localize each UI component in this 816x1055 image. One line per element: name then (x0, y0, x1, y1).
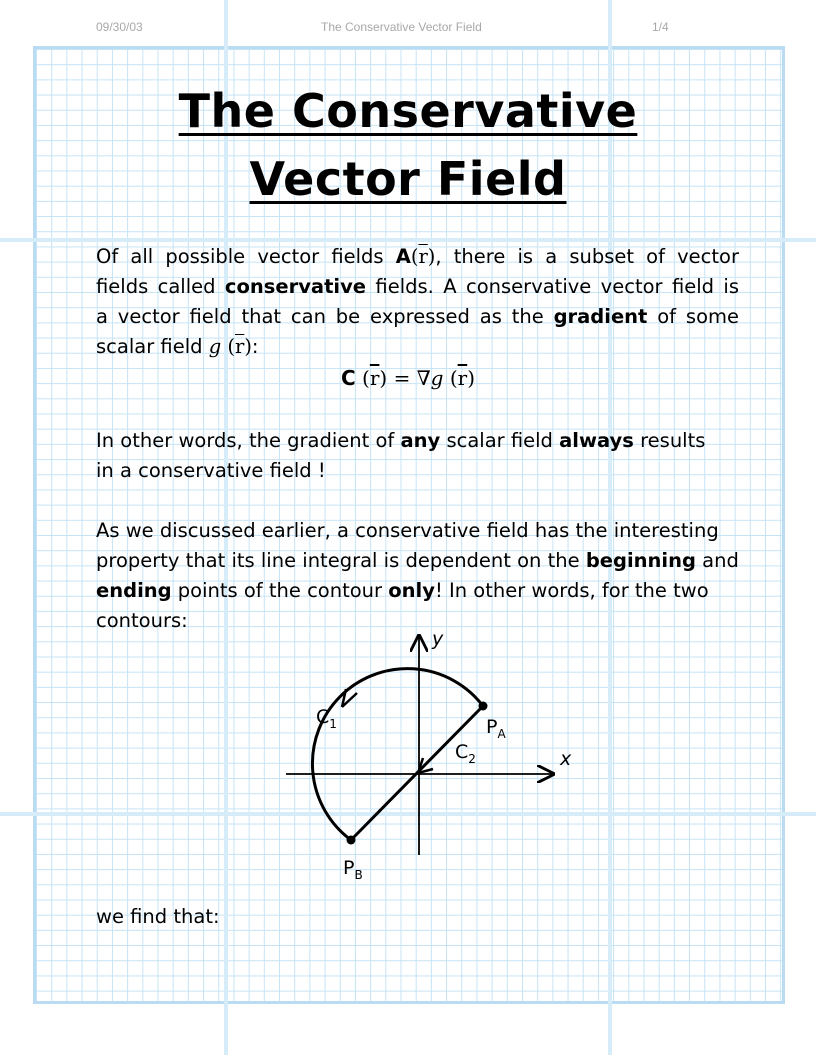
bold-ending: ending (96, 579, 172, 602)
bold-only: only (388, 579, 435, 602)
page-title-line-2: Vector Field (249, 152, 567, 206)
paragraph-we-find: we find that: (96, 905, 220, 928)
equation-conservative-field: C $(\overline{r}) = \nabla g$ $(\overline{r})$ (340, 366, 476, 390)
contour-c1-arrow (342, 689, 357, 707)
header-title: The Conservative Vector Field (321, 20, 482, 34)
label-y-axis: y (432, 628, 444, 650)
bold-gradient: gradient (553, 305, 648, 328)
label-c2: $C_2$ (455, 741, 476, 766)
bold-always: always (559, 429, 634, 452)
bold-conservative: conservative (224, 275, 367, 298)
label-c1: $C_1$ (316, 706, 337, 731)
contour-c2 (351, 706, 483, 840)
paragraph-line-integral: As we discussed earlier, a conservative field has the interesting property that its line integral is dependent on the beginning and ending points of the contour only! In other words, for the two contours: (96, 519, 739, 632)
text-line: a vector field that can be expressed as the gradient of some (96, 305, 739, 328)
symbol-A: A (395, 245, 411, 268)
bold-any: any (400, 429, 441, 452)
text-line: scalar field g $(\overline{r})$: (96, 335, 259, 358)
header-page-number: 1/4 (652, 20, 669, 34)
point-pb (347, 836, 356, 845)
symbol-g: g (208, 335, 222, 358)
symbol-r: $\overline{r}$ (418, 245, 428, 268)
text-line: Of all possible vector fields $A(\overline{r})$, there is a subset of vector (96, 245, 739, 268)
header-date: 09/30/03 (96, 20, 143, 34)
point-pa (479, 702, 488, 711)
page-title-line-1: The Conservative (178, 84, 638, 138)
label-pb: $P_B$ (343, 857, 363, 882)
label-pa: $P_A$ (486, 716, 506, 741)
paragraph-gradient-note: In other words, the gradient of any scalar field always results in a conservative field ! (96, 429, 706, 482)
bold-beginning: beginning (585, 549, 696, 572)
label-x-axis: x (560, 748, 572, 770)
symbol-C: C (340, 366, 356, 390)
text-line: fields called conservative fields. A conservative vector field is (96, 275, 739, 298)
